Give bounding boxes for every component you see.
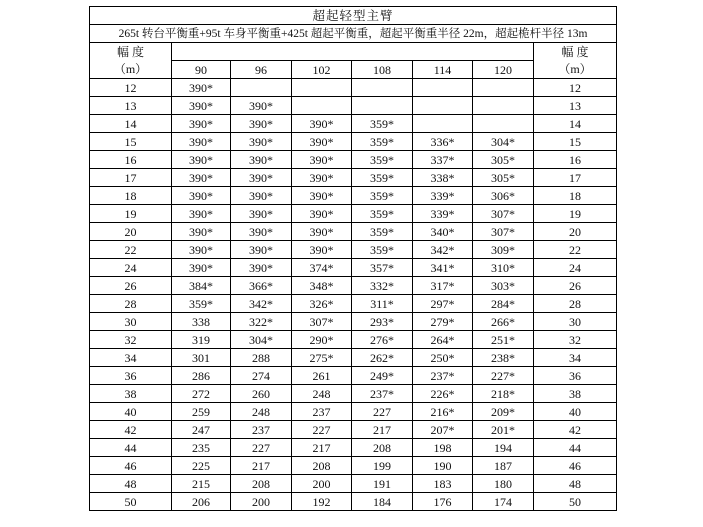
capacity-cell: 342* [413, 241, 473, 259]
capacity-cell: 390* [292, 241, 352, 259]
capacity-cell: 293* [352, 313, 413, 331]
table-row [90, 385, 617, 403]
capacity-cell: 200 [231, 493, 292, 511]
capacity-cell: 184 [352, 493, 413, 511]
radius-cell-left: 50 [90, 493, 172, 511]
boom-length-header: 96 [231, 61, 292, 79]
table-row [90, 187, 617, 205]
capacity-cell: 359* [352, 205, 413, 223]
capacity-cell: 209* [473, 403, 534, 421]
capacity-cell: 390* [292, 223, 352, 241]
capacity-cell: 260 [231, 385, 292, 403]
radius-cell-right: 22 [534, 241, 617, 259]
capacity-cell: 208 [292, 457, 352, 475]
capacity-cell: 342* [231, 295, 292, 313]
capacity-cell: 339* [413, 205, 473, 223]
capacity-cell: 303* [473, 277, 534, 295]
radius-cell-left: 16 [90, 151, 172, 169]
capacity-cell: 359* [352, 133, 413, 151]
capacity-cell: 249* [352, 367, 413, 385]
radius-cell-right: 18 [534, 187, 617, 205]
radius-cell-right: 48 [534, 475, 617, 493]
capacity-cell [413, 115, 473, 133]
radius-cell-right: 15 [534, 133, 617, 151]
capacity-cell: 259 [172, 403, 231, 421]
radius-cell-right: 16 [534, 151, 617, 169]
capacity-cell: 359* [172, 295, 231, 313]
capacity-cell: 200 [292, 475, 352, 493]
capacity-cell [473, 97, 534, 115]
radius-cell-left: 19 [90, 205, 172, 223]
capacity-cell: 359* [352, 151, 413, 169]
table-row [90, 205, 617, 223]
capacity-cell: 262* [352, 349, 413, 367]
capacity-cell: 207* [413, 421, 473, 439]
radius-cell-right: 30 [534, 313, 617, 331]
boom-length-header-spacer [172, 43, 534, 61]
radius-cell-left: 46 [90, 457, 172, 475]
capacity-cell: 309* [473, 241, 534, 259]
capacity-cell: 225 [172, 457, 231, 475]
capacity-cell: 201* [473, 421, 534, 439]
capacity-cell: 174 [473, 493, 534, 511]
capacity-cell: 311* [352, 295, 413, 313]
capacity-cell: 251* [473, 331, 534, 349]
capacity-cell: 337* [413, 151, 473, 169]
capacity-cell: 340* [413, 223, 473, 241]
radius-cell-left: 30 [90, 313, 172, 331]
capacity-cell: 248 [231, 403, 292, 421]
capacity-cell: 390* [231, 169, 292, 187]
table-row [90, 169, 617, 187]
radius-cell-right: 20 [534, 223, 617, 241]
load-chart-table [89, 6, 617, 511]
capacity-cell: 215 [172, 475, 231, 493]
capacity-cell: 359* [352, 115, 413, 133]
radius-cell-right: 26 [534, 277, 617, 295]
capacity-cell: 390* [231, 187, 292, 205]
capacity-cell: 322* [231, 313, 292, 331]
capacity-cell: 359* [352, 241, 413, 259]
radius-cell-left: 14 [90, 115, 172, 133]
capacity-cell: 319 [172, 331, 231, 349]
radius-cell-left: 18 [90, 187, 172, 205]
capacity-cell: 218* [473, 385, 534, 403]
capacity-cell: 390* [231, 223, 292, 241]
capacity-cell: 190 [413, 457, 473, 475]
capacity-cell: 390* [172, 187, 231, 205]
radius-cell-right: 14 [534, 115, 617, 133]
radius-header-left: 幅 度 [90, 43, 172, 61]
capacity-cell: 390* [231, 241, 292, 259]
radius-cell-left: 26 [90, 277, 172, 295]
capacity-cell: 307* [292, 313, 352, 331]
radius-cell-left: 32 [90, 331, 172, 349]
capacity-cell: 390* [172, 205, 231, 223]
capacity-cell: 274 [231, 367, 292, 385]
capacity-cell: 194 [473, 439, 534, 457]
capacity-cell [292, 79, 352, 97]
radius-cell-left: 28 [90, 295, 172, 313]
radius-cell-right: 50 [534, 493, 617, 511]
boom-length-header: 108 [352, 61, 413, 79]
radius-cell-right: 17 [534, 169, 617, 187]
capacity-cell: 275* [292, 349, 352, 367]
capacity-cell: 276* [352, 331, 413, 349]
radius-cell-right: 28 [534, 295, 617, 313]
capacity-cell: 348* [292, 277, 352, 295]
capacity-cell: 226* [413, 385, 473, 403]
table-row [90, 475, 617, 493]
boom-length-header: 102 [292, 61, 352, 79]
table-row [90, 97, 617, 115]
capacity-cell: 217 [231, 457, 292, 475]
capacity-cell [413, 79, 473, 97]
radius-cell-right: 32 [534, 331, 617, 349]
radius-header-right: 幅 度 [534, 43, 617, 61]
capacity-cell: 305* [473, 169, 534, 187]
capacity-cell: 187 [473, 457, 534, 475]
capacity-cell: 390* [292, 151, 352, 169]
table-subtitle: 265t 转台平衡重+95t 车身平衡重+425t 超起平衡重，超起平衡重半径 22m，超起桅杆半径 13m [90, 25, 617, 43]
capacity-cell: 217 [292, 439, 352, 457]
table-row [90, 331, 617, 349]
capacity-cell: 216* [413, 403, 473, 421]
capacity-cell: 237 [231, 421, 292, 439]
capacity-cell: 390* [172, 133, 231, 151]
capacity-cell: 217 [352, 421, 413, 439]
capacity-cell: 261 [292, 367, 352, 385]
capacity-cell: 359* [352, 169, 413, 187]
capacity-cell: 332* [352, 277, 413, 295]
table-row [90, 151, 617, 169]
capacity-cell: 176 [413, 493, 473, 511]
radius-cell-left: 20 [90, 223, 172, 241]
capacity-cell [231, 79, 292, 97]
capacity-cell: 390* [231, 133, 292, 151]
capacity-cell: 390* [231, 259, 292, 277]
table-row [90, 241, 617, 259]
radius-cell-left: 48 [90, 475, 172, 493]
capacity-cell: 199 [352, 457, 413, 475]
table-row [90, 493, 617, 511]
capacity-cell: 390* [172, 241, 231, 259]
capacity-cell: 390* [292, 205, 352, 223]
radius-unit-right: （m） [534, 61, 617, 79]
capacity-cell [352, 79, 413, 97]
radius-cell-left: 24 [90, 259, 172, 277]
radius-cell-right: 40 [534, 403, 617, 421]
capacity-cell: 307* [473, 205, 534, 223]
radius-cell-right: 19 [534, 205, 617, 223]
capacity-cell: 192 [292, 493, 352, 511]
capacity-cell: 317* [413, 277, 473, 295]
capacity-cell: 359* [352, 223, 413, 241]
capacity-cell [473, 115, 534, 133]
capacity-cell: 206 [172, 493, 231, 511]
radius-cell-left: 22 [90, 241, 172, 259]
capacity-cell: 208 [231, 475, 292, 493]
capacity-cell: 390* [172, 115, 231, 133]
radius-cell-left: 44 [90, 439, 172, 457]
capacity-cell: 237 [292, 403, 352, 421]
capacity-cell: 306* [473, 187, 534, 205]
radius-cell-right: 38 [534, 385, 617, 403]
capacity-cell: 390* [231, 151, 292, 169]
capacity-cell: 301 [172, 349, 231, 367]
capacity-cell: 384* [172, 277, 231, 295]
radius-cell-right: 34 [534, 349, 617, 367]
capacity-cell [413, 97, 473, 115]
radius-cell-right: 36 [534, 367, 617, 385]
capacity-cell: 279* [413, 313, 473, 331]
capacity-cell: 227 [231, 439, 292, 457]
radius-cell-right: 42 [534, 421, 617, 439]
capacity-cell [292, 97, 352, 115]
table-row [90, 403, 617, 421]
capacity-cell: 248 [292, 385, 352, 403]
table-row [90, 421, 617, 439]
radius-cell-left: 15 [90, 133, 172, 151]
capacity-cell [473, 79, 534, 97]
capacity-cell: 374* [292, 259, 352, 277]
capacity-cell: 237* [352, 385, 413, 403]
capacity-cell: 390* [231, 205, 292, 223]
table-row [90, 259, 617, 277]
radius-cell-left: 12 [90, 79, 172, 97]
capacity-cell: 288 [231, 349, 292, 367]
table-row [90, 223, 617, 241]
capacity-cell: 359* [352, 187, 413, 205]
table-row [90, 79, 617, 97]
boom-length-header: 90 [172, 61, 231, 79]
capacity-cell: 266* [473, 313, 534, 331]
table-row [90, 133, 617, 151]
capacity-cell: 310* [473, 259, 534, 277]
capacity-cell: 390* [172, 259, 231, 277]
capacity-cell: 264* [413, 331, 473, 349]
capacity-cell: 238* [473, 349, 534, 367]
capacity-cell: 305* [473, 151, 534, 169]
boom-length-header: 120 [473, 61, 534, 79]
capacity-cell: 272 [172, 385, 231, 403]
radius-cell-left: 42 [90, 421, 172, 439]
radius-unit-left: （m） [90, 61, 172, 79]
capacity-cell: 286 [172, 367, 231, 385]
capacity-cell: 208 [352, 439, 413, 457]
capacity-cell: 227 [292, 421, 352, 439]
capacity-cell: 235 [172, 439, 231, 457]
capacity-cell: 390* [231, 97, 292, 115]
radius-cell-left: 13 [90, 97, 172, 115]
table-row [90, 349, 617, 367]
capacity-cell: 390* [172, 97, 231, 115]
capacity-cell: 307* [473, 223, 534, 241]
radius-cell-right: 24 [534, 259, 617, 277]
capacity-cell: 390* [172, 169, 231, 187]
capacity-cell: 198 [413, 439, 473, 457]
capacity-cell: 390* [292, 133, 352, 151]
capacity-cell: 326* [292, 295, 352, 313]
capacity-cell: 180 [473, 475, 534, 493]
capacity-cell: 247 [172, 421, 231, 439]
capacity-cell: 250* [413, 349, 473, 367]
capacity-cell: 338 [172, 313, 231, 331]
capacity-cell: 390* [172, 79, 231, 97]
table-row [90, 115, 617, 133]
capacity-cell: 339* [413, 187, 473, 205]
capacity-cell: 227 [352, 403, 413, 421]
radius-cell-left: 38 [90, 385, 172, 403]
boom-length-header: 114 [413, 61, 473, 79]
capacity-cell: 304* [473, 133, 534, 151]
capacity-cell: 183 [413, 475, 473, 493]
capacity-cell: 191 [352, 475, 413, 493]
table-row [90, 277, 617, 295]
capacity-cell: 341* [413, 259, 473, 277]
capacity-cell: 390* [172, 223, 231, 241]
table-row [90, 313, 617, 331]
table-row [90, 439, 617, 457]
radius-cell-left: 17 [90, 169, 172, 187]
table-row [90, 457, 617, 475]
radius-cell-left: 40 [90, 403, 172, 421]
capacity-cell: 290* [292, 331, 352, 349]
capacity-cell: 336* [413, 133, 473, 151]
capacity-cell: 284* [473, 295, 534, 313]
capacity-cell: 390* [292, 187, 352, 205]
radius-cell-left: 34 [90, 349, 172, 367]
capacity-cell: 297* [413, 295, 473, 313]
radius-cell-right: 46 [534, 457, 617, 475]
capacity-cell: 390* [292, 115, 352, 133]
table-row [90, 295, 617, 313]
capacity-cell: 338* [413, 169, 473, 187]
capacity-cell: 366* [231, 277, 292, 295]
capacity-cell: 390* [292, 169, 352, 187]
capacity-cell: 304* [231, 331, 292, 349]
capacity-cell: 357* [352, 259, 413, 277]
radius-cell-right: 12 [534, 79, 617, 97]
capacity-cell [352, 97, 413, 115]
radius-cell-left: 36 [90, 367, 172, 385]
capacity-cell: 390* [172, 151, 231, 169]
table-row [90, 367, 617, 385]
capacity-cell: 237* [413, 367, 473, 385]
radius-cell-right: 44 [534, 439, 617, 457]
table-title: 超起轻型主臂 [90, 7, 617, 25]
radius-cell-right: 13 [534, 97, 617, 115]
capacity-cell: 390* [231, 115, 292, 133]
capacity-cell: 227* [473, 367, 534, 385]
